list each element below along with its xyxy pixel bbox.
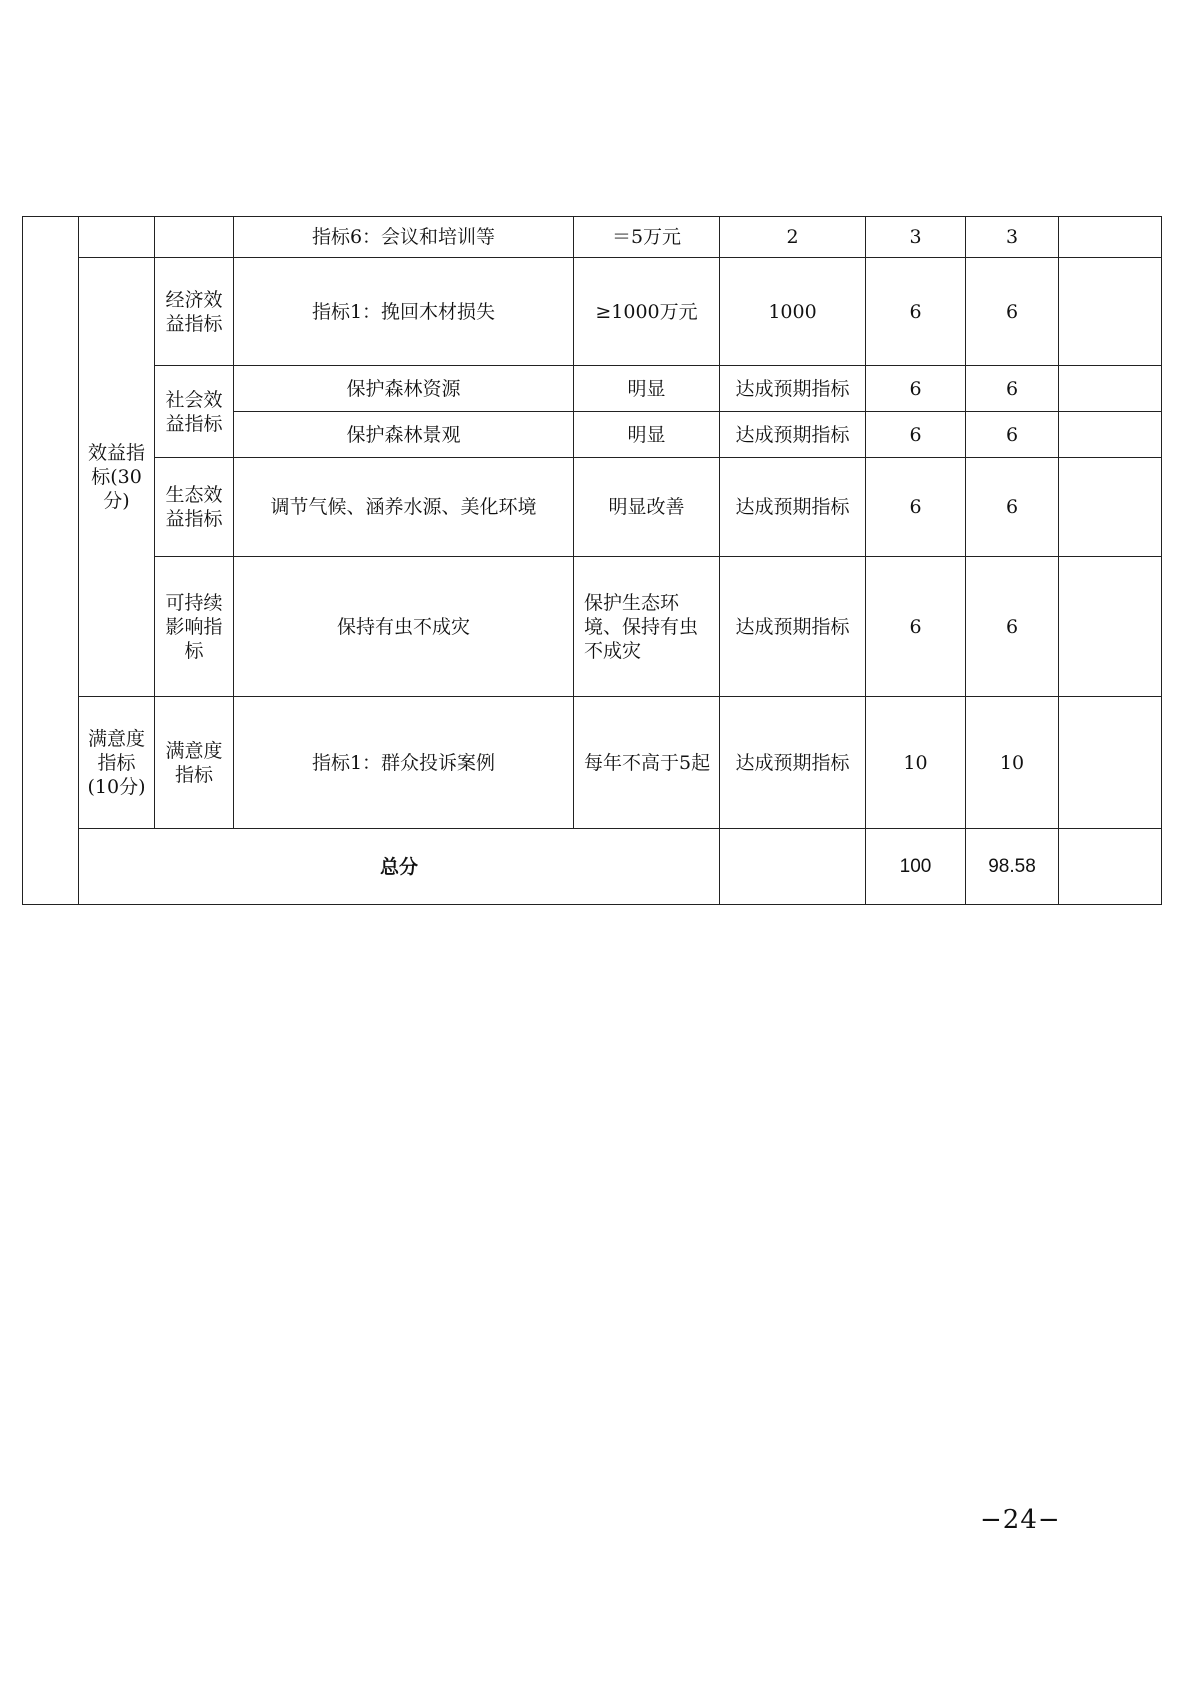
first-level-indicator-cell [23, 217, 79, 905]
table-row [23, 557, 1162, 697]
actual-cell: 达成预期指标 [720, 412, 866, 458]
weight-cell: 3 [866, 217, 966, 258]
weight-cell: 10 [866, 697, 966, 829]
subcategory-cell: 满意度指标 [155, 697, 234, 829]
subcategory-cell: 生态效益指标 [155, 458, 234, 557]
actual-cell: 达成预期指标 [720, 366, 866, 412]
weight-cell: 6 [866, 458, 966, 557]
score-cell: 6 [966, 557, 1059, 697]
target-cell: 每年不高于5起 [574, 697, 720, 829]
table-row [23, 258, 1162, 366]
third-level-cell [155, 217, 234, 258]
indicator-cell: 保护森林资源 [234, 366, 574, 412]
score-cell: 3 [966, 217, 1059, 258]
score-cell: 6 [966, 366, 1059, 412]
performance-table [22, 216, 1162, 905]
total-weight-cell: 100 [866, 829, 966, 905]
target-cell: ＝5万元 [574, 217, 720, 258]
score-cell: 10 [966, 697, 1059, 829]
target-cell: ≥1000万元 [574, 258, 720, 366]
table-row [23, 217, 1162, 258]
score-cell: 6 [966, 258, 1059, 366]
note-cell [1059, 458, 1162, 557]
subcategory-cell: 可持续影响指标 [155, 557, 234, 697]
note-cell [1059, 366, 1162, 412]
total-label-cell: 总分 [79, 829, 720, 905]
subcategory-cell: 经济效益指标 [155, 258, 234, 366]
table-row [23, 458, 1162, 557]
total-empty-cell [720, 829, 866, 905]
actual-cell: 1000 [720, 258, 866, 366]
indicator-cell: 保持有虫不成灾 [234, 557, 574, 697]
second-level-cell [79, 217, 155, 258]
indicator-cell: 保护森林景观 [234, 412, 574, 458]
actual-cell: 2 [720, 217, 866, 258]
indicator-cell: 指标6：会议和培训等 [234, 217, 574, 258]
indicator-cell: 调节气候、涵养水源、美化环境 [234, 458, 574, 557]
page-number: −24− [980, 1505, 1061, 1535]
weight-cell: 6 [866, 412, 966, 458]
target-cell: 保护生态环境、保持有虫不成灾 [574, 557, 720, 697]
target-cell: 明显 [574, 366, 720, 412]
score-cell: 6 [966, 412, 1059, 458]
satisfaction-group-cell: 满意度指标(10分) [79, 697, 155, 829]
table-row [23, 366, 1162, 412]
score-cell: 6 [966, 458, 1059, 557]
target-cell: 明显 [574, 412, 720, 458]
target-cell: 明显改善 [574, 458, 720, 557]
table-row [23, 829, 1162, 905]
note-cell [1059, 829, 1162, 905]
weight-cell: 6 [866, 258, 966, 366]
weight-cell: 6 [866, 557, 966, 697]
actual-cell: 达成预期指标 [720, 458, 866, 557]
subcategory-cell: 社会效益指标 [155, 366, 234, 458]
indicator-cell: 指标1：群众投诉案例 [234, 697, 574, 829]
table-row [23, 697, 1162, 829]
note-cell [1059, 217, 1162, 258]
benefit-group-cell: 效益指标(30分) [79, 258, 155, 697]
actual-cell: 达成预期指标 [720, 557, 866, 697]
indicator-cell: 指标1：挽回木材损失 [234, 258, 574, 366]
total-score-cell: 98.58 [966, 829, 1059, 905]
note-cell [1059, 412, 1162, 458]
actual-cell: 达成预期指标 [720, 697, 866, 829]
weight-cell: 6 [866, 366, 966, 412]
note-cell [1059, 697, 1162, 829]
note-cell [1059, 557, 1162, 697]
note-cell [1059, 258, 1162, 366]
